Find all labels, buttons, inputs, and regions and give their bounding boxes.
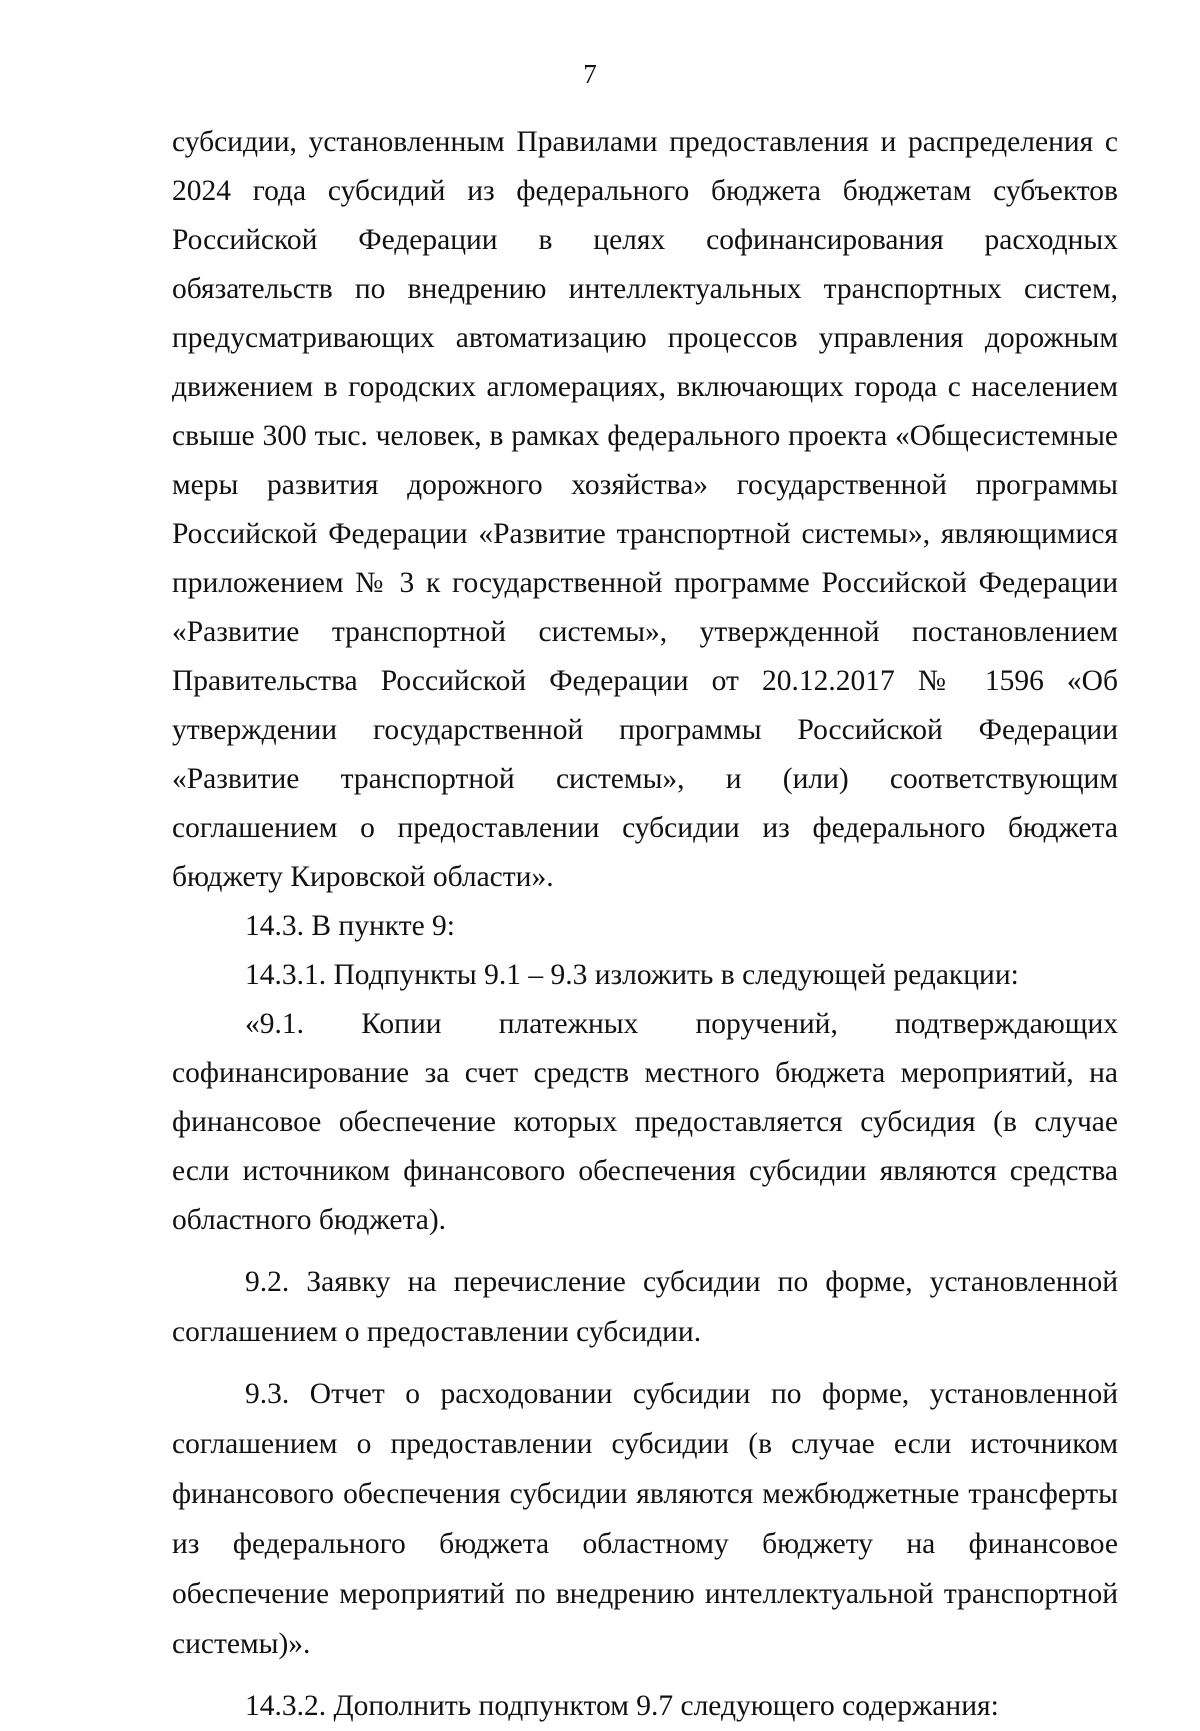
- page-number: 7: [583, 59, 597, 89]
- paragraph-14-3-2: 14.3.2. Дополнить подпунктом 9.7 следующего содержания:: [245, 1690, 999, 1722]
- paragraph-9-3: 9.3. Отчет о расходовании субсидии по форме, установленной соглашением о предоставлении субсидии (в случае если источником финансового обеспечения субсидии являются межбюджетные трансферты из федерального бюджета областному бюджету на финансовое обеспечение мероприятий по внедрению интеллектуальной транспортной системы)».: [172, 1378, 1118, 1660]
- paragraph-14-3: 14.3. В пункте 9:: [245, 910, 456, 942]
- paragraph-9-1: «9.1. Копии платежных поручений, подтверждающих софинансирование за счет средств местного бюджета мероприятий, на финансовое обеспечение которых предоставляется субсидия (в случае если источником финансового обеспечения субсидии являются средства областного бюджета).: [172, 1008, 1118, 1236]
- paragraph-gap: [172, 1669, 1118, 1681]
- document-body: [172, 118, 1118, 1731]
- paragraph-14-3-1: 14.3.1. Подпункты 9.1 – 9.3 изложить в следующей редакции:: [245, 959, 1019, 991]
- paragraph-gap: [172, 1245, 1118, 1257]
- paragraph-gap: [172, 1357, 1118, 1369]
- paragraph-9-2: 9.2. Заявку на перечисление субсидии по форме, установленной соглашением о предоставлении субсидии.: [172, 1266, 1118, 1348]
- paragraph-continuation: субсидии, установленным Правилами предоставления и распределения с 2024 года субсидий из федерального бюджета бюджетам субъектов Российской Федерации в целях софинансирования расходных обязательств по внедрению интеллектуальных транспортных систем, предусматривающих автоматизацию процессов управления дорожным движением в городских агломерациях, включающих города с населением свыше 300 тыс. человек, в рамках федерального проекта «Общесистемные меры развития дорожного хозяйства» государственной программы Российской Федерации «Развитие транспортной системы», являющимися приложением № 3 к государственной программе Российской Федерации «Развитие транспортной системы», утвержденной постановлением Правительства Российской Федерации от 20.12.2017 № 1596 «Об утверждении государственной программы Российской Федерации «Развитие транспортной системы», и (или) соответствующим соглашением о предоставлении субсидии из федерального бюджета бюджету Кировской области».: [172, 126, 1118, 893]
